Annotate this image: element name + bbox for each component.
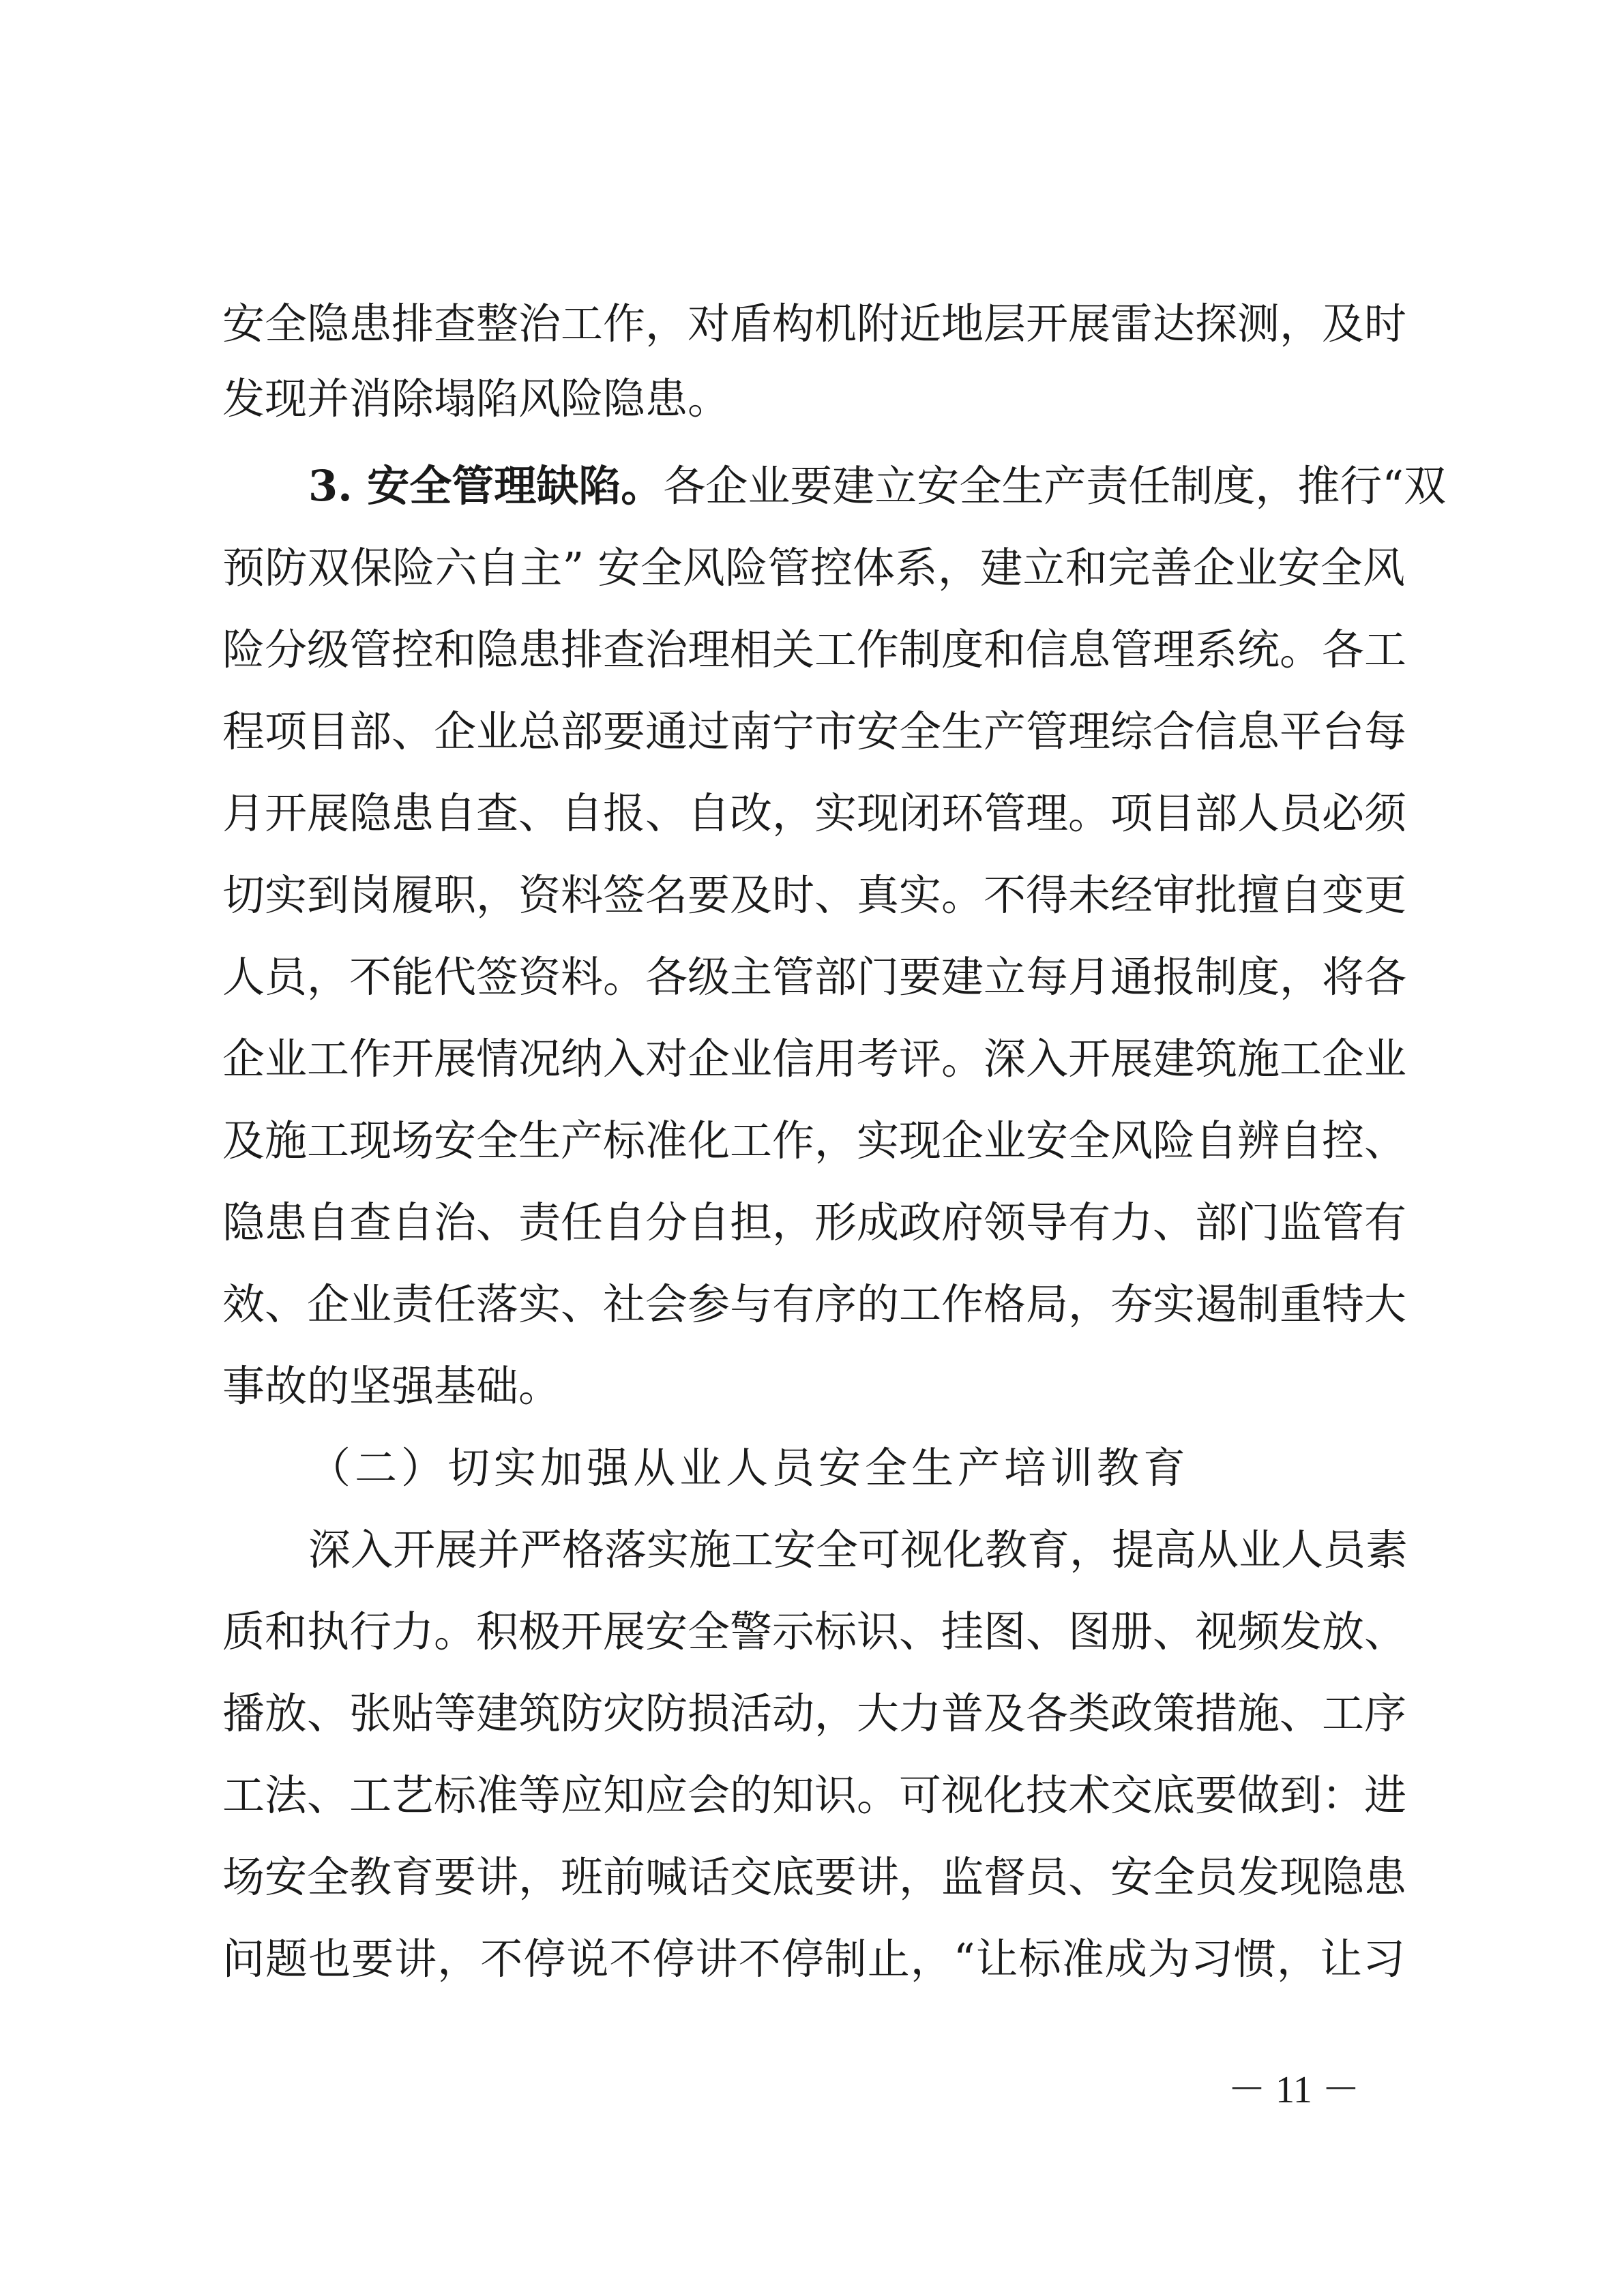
body-text-line: 月开展隐患自查、自报、自改，实现闭环管理。项目部人员必须 [222, 788, 1407, 838]
body-text-line: 质和执行力。积极开展安全警示标识、挂图、图册、视频发放、 [222, 1607, 1407, 1656]
body-text-line: 效、企业责任落实、社会参与有序的工作格局，夯实遏制重特大 [222, 1279, 1407, 1329]
body-text-line: 场安全教育要讲，班前喊话交底要讲，监督员、安全员发现隐患 [222, 1852, 1407, 1902]
paragraph-first-line [308, 449, 1447, 524]
body-text-line: 安全隐患排查整治工作，对盾构机附近地层开展雷达探测，及时 [222, 299, 1407, 348]
body-text-span: 各企业要建立安全生产责任制度，推行“双 [663, 461, 1447, 511]
body-text-line: 险分级管控和隐患排查治理相关工作制度和信息管理系统。各工 [222, 625, 1407, 674]
body-text-line: 预防双保险六自主” 安全风险管控体系，建立和完善企业安全风 [222, 543, 1405, 593]
body-text-line: 人员，不能代签资料。各级主管部门要建立每月通报制度，将各 [222, 952, 1407, 1002]
body-text-line: 事故的坚强基础。 [222, 1361, 561, 1411]
paragraph-first-line: 深入开展并严格落实施工安全可视化教育，提高从业人员素 [308, 1525, 1408, 1575]
body-text-line: 切实到岗履职，资料签名要及时、真实。不得未经审批擅自变更 [222, 870, 1407, 920]
body-text-line: 隐患自查自治、责任自分自担，形成政府领导有力、部门监管有 [222, 1197, 1407, 1247]
body-text-line: 企业工作开展情况纳入对企业信用考评。深入开展建筑施工企业 [222, 1034, 1407, 1084]
body-text-line: 问题也要讲，不停说不停讲不停制止，“让标准成为习惯，让习 [222, 1934, 1405, 1984]
body-text-line: 程项目部、企业总部要通过南宁市安全生产管理综合信息平台每 [222, 706, 1407, 756]
subsection-lead: 3. 安全管理缺陷。 [308, 461, 664, 511]
body-text-line: 及施工现场安全生产标准化工作，实现企业安全风险自辨自控、 [222, 1116, 1407, 1165]
section-heading: （二）切实加强从业人员安全生产培训教育 [308, 1443, 1190, 1493]
body-text-line: 发现并消除塌陷风险隐患。 [222, 374, 730, 423]
page-number: － 11 － [1228, 2069, 1360, 2111]
body-text-line: 工法、工艺标准等应知应会的知识。可视化技术交底要做到：进 [222, 1770, 1407, 1820]
body-text-line: 播放、张贴等建筑防灾防损活动，大力普及各类政策措施、工序 [222, 1688, 1407, 1738]
